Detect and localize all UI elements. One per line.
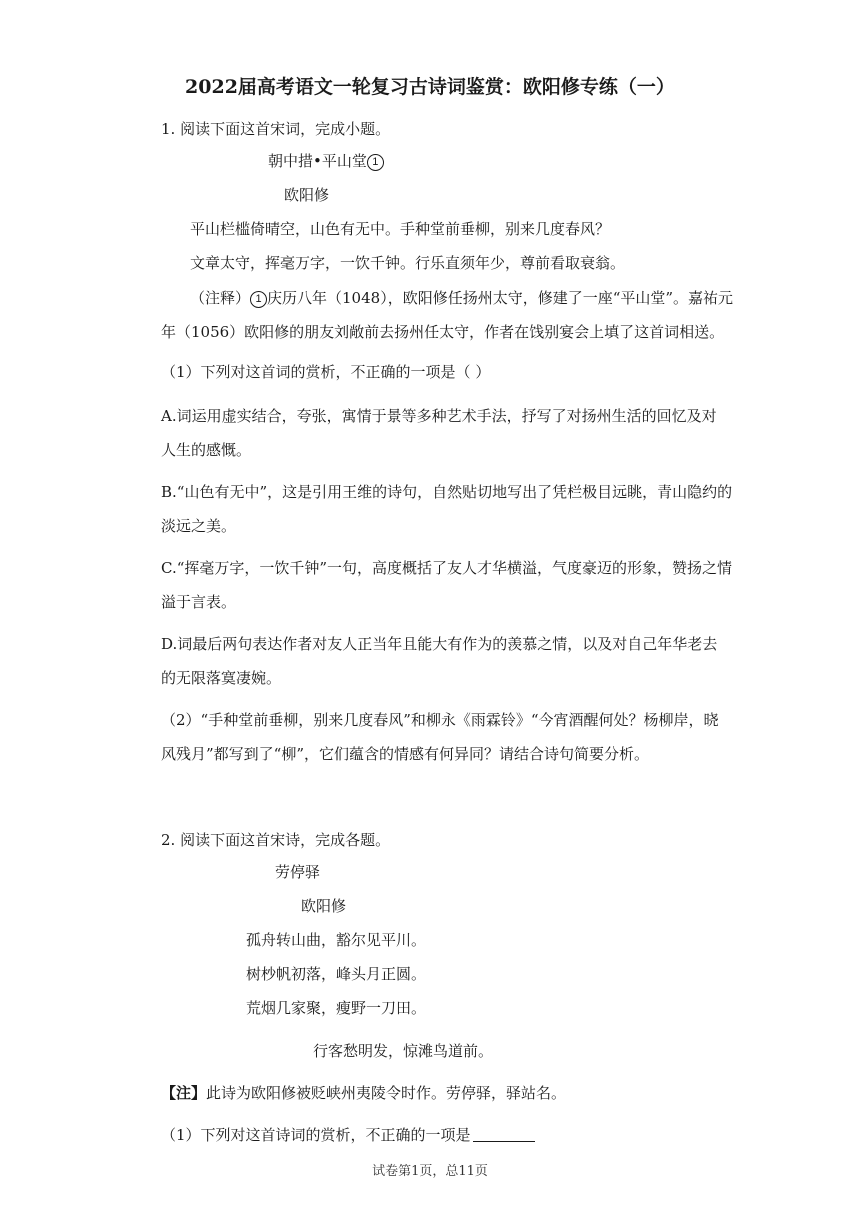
q2-stem: 2. 阅读下面这首宋诗，完成各题。 xyxy=(161,831,391,849)
q1-note-mark: 1 xyxy=(367,154,384,171)
q1-option-d: D.词最后两句表达作者对友人正当年且能大有作为的羡慕之情，以及对自己年华老去 xyxy=(161,635,718,653)
q1-note-mark-2: 1 xyxy=(250,291,267,308)
q2-note-label: 【注】 xyxy=(161,1084,207,1102)
q2-sub1-line xyxy=(161,1125,535,1145)
q1-option-d-cont: 的无限落寞凄婉。 xyxy=(161,669,282,687)
q2-poem-line: 树杪帆初落，峰头月正圆。 xyxy=(246,965,427,983)
page-footer: 试卷第1页，总11页 xyxy=(372,1164,488,1179)
q1-stem: 1. 阅读下面这首宋词，完成小题。 xyxy=(161,120,391,138)
q1-poem-line: 平山栏槛倚晴空，山色有无中。手种堂前垂柳，别来几度春风？ xyxy=(190,220,611,238)
q1-poem-title-line xyxy=(268,151,384,171)
q2-sub1: （1）下列对这首诗词的赏析，不正确的一项是 xyxy=(161,1126,471,1144)
q2-poem-line: 荒烟几家聚，瘦野一刀田。 xyxy=(246,999,427,1017)
q1-note-label: （注释） xyxy=(190,289,251,307)
q1-option-a: A.词运用虚实结合，夸张，寓情于景等多种艺术手法，抒写了对扬州生活的回忆及对 xyxy=(161,407,717,425)
q1-poem-line: 文章太守，挥毫万字，一饮千钟。行乐直须年少，尊前看取衰翁。 xyxy=(190,254,626,272)
q1-option-c-cont: 溢于言表。 xyxy=(161,593,237,611)
q2-note xyxy=(161,1083,566,1103)
q1-option-b: B.“山色有无中”，这是引用王维的诗句，自然贴切地写出了凭栏极目远眺，青山隐约的 xyxy=(161,483,733,501)
q1-note xyxy=(190,288,733,308)
q2-poem-last-line: 行客愁明发，惊滩鸟道前。 xyxy=(313,1042,494,1060)
q1-option-b-cont: 淡远之美。 xyxy=(161,517,237,535)
q2-poem-title: 劳停驿 xyxy=(275,863,321,881)
q1-sub1: （1）下列对这首词的赏析，不正确的一项是（ ） xyxy=(161,363,491,381)
q2-poem-line: 孤舟转山曲，豁尔见平川。 xyxy=(246,931,427,949)
q2-author: 欧阳修 xyxy=(301,897,347,915)
page-title: 2022届高考语文一轮复习古诗词鉴赏：欧阳修专练（一） xyxy=(185,76,675,98)
q1-sub2-cont: 风残月”都写到了“柳”，它们蕴含的情感有何异同？请结合诗句简要分析。 xyxy=(161,745,650,763)
q1-note-cont: 年（1056）欧阳修的朋友刘敞前去扬州任太守，作者在饯别宴会上填了这首词相送。 xyxy=(161,323,725,341)
q1-note-text: 庆历八年（1048），欧阳修任扬州太守，修建了一座“平山堂”。嘉祐元 xyxy=(267,289,734,307)
q1-poem-title: 朝中措•平山堂 xyxy=(268,152,367,170)
q2-note-text: 此诗为欧阳修被贬峡州夷陵令时作。劳停驿，驿站名。 xyxy=(206,1084,567,1102)
q1-author: 欧阳修 xyxy=(284,186,330,204)
q1-option-a-cont: 人生的感慨。 xyxy=(161,441,252,459)
q1-option-c: C.“挥毫万字，一饮千钟”一句，高度概括了友人才华横溢，气度豪迈的形象，赞扬之情 xyxy=(161,559,733,577)
answer-blank[interactable] xyxy=(473,1125,535,1142)
q1-sub2: （2）“手种堂前垂柳，别来几度春风”和柳永《雨霖铃》“今宵酒醒何处？杨柳岸，晓 xyxy=(161,711,719,729)
